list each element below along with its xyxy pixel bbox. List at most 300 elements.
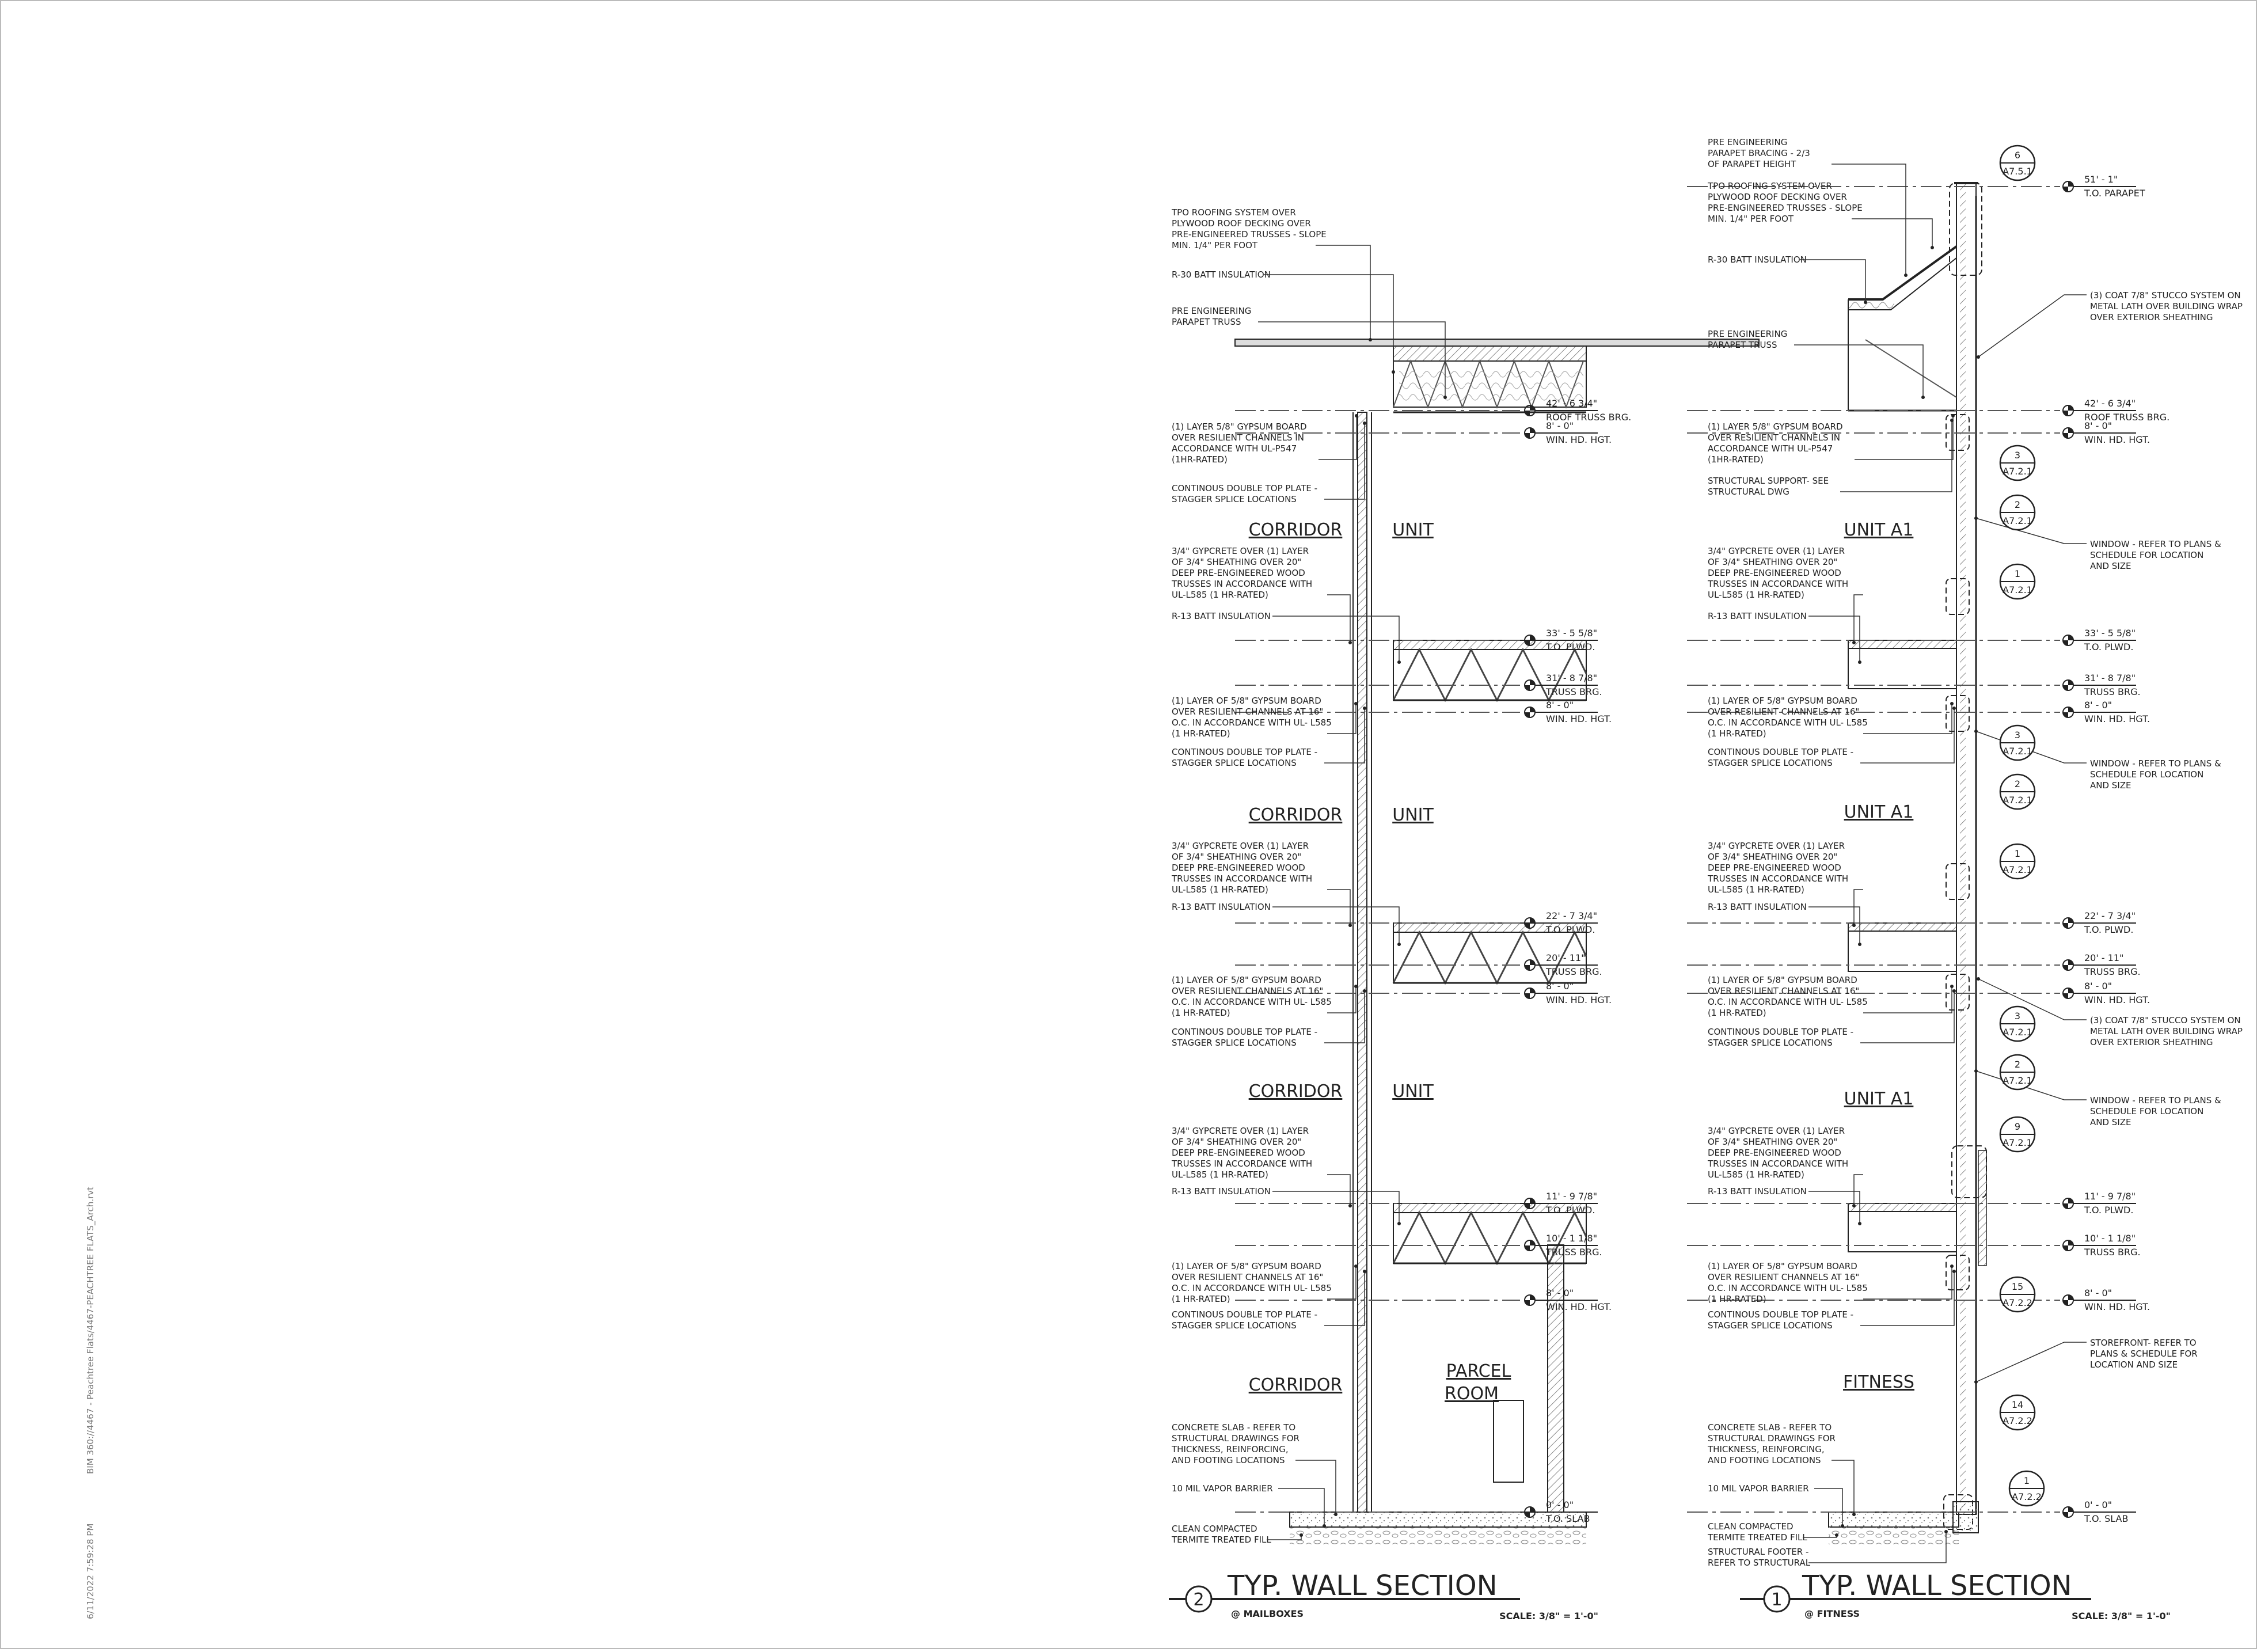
note-text-line: CONTINOUS DOUBLE TOP PLATE - [1172,1309,1318,1320]
section-1-number: 1 [1771,1590,1783,1610]
note-text [1172,421,1307,465]
level-name: WIN. HD. HGT. [2084,994,2150,1005]
leader-line [1272,1191,1399,1224]
note-text-line: TRUSSES IN ACCORDANCE WITH [1708,874,1849,884]
level-value: 8' - 0" [2084,700,2112,711]
note-text-line: PARAPET BRACING - 2/3 [1708,148,1810,158]
note-text [1708,975,1868,1018]
note-text [2090,1338,2198,1370]
detail-tag-sheet: A7.2.2 [2003,1415,2032,1426]
level-name: WIN. HD. HGT. [1546,434,1612,445]
note-text-line: OVER RESILIENT CHANNELS IN [1708,432,1840,443]
detail-tags [2000,146,2044,1506]
note-text-line: (1) LAYER OF 5/8" GYPSUM BOARD [1708,975,1857,985]
level-marker [1687,673,2141,697]
note-text-line: OVER RESILIENT CHANNELS AT 16" [1172,986,1324,996]
detail-tag-number: 2 [2014,1059,2021,1070]
leader-line [1863,1266,1952,1299]
note-text-line: UL-L585 (1 HR-RATED) [1708,884,1804,895]
room-label: CORRIDOR [1248,1081,1343,1102]
note-text-line: MIN. 1/4" PER FOOT [1172,240,1258,250]
level-value: 20' - 11" [1546,952,1586,963]
note-text-line: 3/4" GYPCRETE OVER (1) LAYER [1708,841,1845,851]
note-text-line: MIN. 1/4" PER FOOT [1708,214,1794,224]
note-text-line: CONTINOUS DOUBLE TOP PLATE - [1172,747,1318,757]
level-value: 8' - 0" [1546,700,1574,711]
level-value: 10' - 1 1/8" [1546,1233,1598,1244]
detail-tag-number: 6 [2014,150,2021,161]
note-text-line: OVER EXTERIOR SHEATHING [2090,312,2213,322]
leader-line [1319,416,1357,459]
note-text-line: STRUCTURAL FOOTER - [1708,1547,1809,1557]
level-marker [1687,952,2141,977]
detail-tag [2000,1055,2035,1089]
note-callout [1708,1261,1954,1304]
level-value: 33' - 5 5/8" [1546,628,1598,639]
level-name: T.O. PLWD. [1546,924,1595,935]
section-2-number: 2 [1193,1590,1205,1610]
note-text-line: REFER TO STRUCTURAL [1708,1558,1811,1568]
note-text-line: TRUSSES IN ACCORDANCE WITH [1708,579,1849,589]
leader-dot [1974,1380,1978,1384]
note-text-line: AND SIZE [2090,780,2131,791]
note-text-line: ACCORDANCE WITH UL-P547 [1708,443,1833,454]
detail-tag-number: 1 [2023,1475,2030,1486]
level-value: 8' - 0" [2084,420,2112,431]
section-1-geometry [1829,183,1986,1544]
note-text-line: UL-L585 (1 HR-RATED) [1708,1169,1804,1180]
level-name: WIN. HD. HGT. [2084,713,2150,724]
leader-dot [1852,641,1856,644]
leader-dot [1443,396,1447,399]
room-label: ROOM [1445,1384,1499,1404]
leader-dot [1397,1222,1401,1225]
note-text-line: R-30 BATT INSULATION [1172,269,1271,280]
leader-line [1794,345,1923,397]
leader-dot [1363,421,1366,425]
leader-dot [1323,1524,1326,1528]
detail-tag-number: 14 [2011,1399,2024,1410]
level-name: T.O. PLWD. [2084,924,2134,935]
note-text-line: R-13 BATT INSULATION [1708,1186,1807,1197]
section-2-title-block [1169,1570,1598,1621]
level-value: 42' - 6 3/4" [1546,398,1598,409]
level-value: 51' - 1" [2084,174,2118,185]
note-callout [1708,611,1861,664]
room-label: FITNESS [1843,1372,1914,1392]
level-name: WIN. HD. HGT. [2084,434,2150,445]
note-text [1172,747,1317,768]
leader-line [1863,986,1952,1013]
detail-tag [2009,1471,2044,1506]
note-text-line: STAGGER SPLICE LOCATIONS [1708,1038,1833,1048]
detail-tag [2000,564,2035,599]
note-text-line: OF 3/4" SHEATHING OVER 20" [1172,1137,1302,1147]
leader-line [1295,1460,1336,1514]
note-text-line: (1HR-RATED) [1172,454,1228,465]
detail-tag [2000,146,2035,180]
note-text-line: STAGGER SPLICE LOCATIONS [1172,1320,1297,1331]
room-label: UNIT A1 [1844,520,1914,540]
detail-tag [2000,1007,2035,1041]
print-date-stamp: 6/11/2022 7:59:28 PM [85,1523,96,1619]
note-text-line: TPO ROOFING SYSTEM OVER [1172,207,1296,218]
note-text-line: STAGGER SPLICE LOCATIONS [1172,494,1297,504]
note-text [1708,1547,1811,1568]
note-text-line: STAGGER SPLICE LOCATIONS [1172,758,1297,768]
note-callout [1707,841,1863,927]
leader-dot [1974,730,1978,733]
detail-tag-number: 15 [2011,1281,2024,1292]
level-name: TRUSS BRG. [2084,1247,2141,1258]
note-text-line: OF 3/4" SHEATHING OVER 20" [1708,557,1838,567]
level-name: TRUSS BRG. [1546,686,1602,697]
note-text-line: 3/4" GYPCRETE OVER (1) LAYER [1172,1126,1309,1136]
note-text [1708,611,1807,621]
note-text-line: ACCORDANCE WITH UL-P547 [1172,443,1297,454]
leader-dot [1977,977,1980,981]
note-text-line: 10 MIL VAPOR BARRIER [1708,1483,1809,1494]
note-text-line: CONTINOUS DOUBLE TOP PLATE - [1708,1027,1854,1037]
level-value: 31' - 8 7/8" [1546,673,1598,683]
note-text-line: SCHEDULE FOR LOCATION [2090,550,2204,560]
note-text-line: (3) COAT 7/8" STUCCO SYSTEM ON [2090,1015,2241,1026]
leader-line [1854,595,1863,643]
leader-dot [1974,1069,1978,1073]
note-text-line: WINDOW - REFER TO PLANS & [2090,758,2221,769]
leader-dot [1369,338,1372,341]
note-text-line: PRE-ENGINEERED TRUSSES - SLOPE [1172,229,1327,240]
leader-line [1978,979,2087,1020]
note-text-line: (1 HR-RATED) [1172,1294,1230,1304]
note-text-line: OVER RESILIENT CHANNELS AT 16" [1172,1272,1324,1282]
level-name: WIN. HD. HGT. [1546,994,1612,1005]
leader-line [1978,295,2087,357]
leader-dot [1300,1533,1303,1537]
level-name: T.O. PLWD. [1546,1205,1595,1216]
level-value: 0' - 0" [1546,1499,1574,1510]
leader-line [1854,1175,1863,1206]
note-text-line: OVER RESILIENT CHANNELS IN [1172,432,1304,443]
annotation-notes [1171,137,2243,1568]
level-value: 8' - 0" [1546,420,1574,431]
leader-dot [1858,943,1861,946]
leader-dot [1951,414,1955,417]
level-value: 31' - 8 7/8" [2084,673,2136,683]
note-text-line: OVER RESILIENT CHANNELS AT 16" [1708,986,1860,996]
level-value: 11' - 9 7/8" [2084,1191,2136,1202]
section-1-subtitle: @ FITNESS [1804,1608,1860,1619]
note-text-line: CONTINOUS DOUBLE TOP PLATE - [1172,1027,1318,1037]
level-name: TRUSS BRG. [2084,966,2141,977]
room-label: CORRIDOR [1248,520,1343,540]
note-text-line: (1 HR-RATED) [1708,1008,1766,1018]
note-text [1708,747,1853,768]
section-2-scale: SCALE: 3/8" = 1'-0" [1499,1611,1598,1621]
note-text [1708,1483,1809,1494]
detail-tag-sheet: A7.2.1 [2003,795,2032,806]
room-label: UNIT A1 [1844,802,1914,822]
note-callout [1707,181,1934,249]
note-text-line: O.C. IN ACCORDANCE WITH UL- L585 [1708,997,1868,1007]
note-callout [1172,696,1358,739]
leader-line [1855,416,1953,459]
note-text-line: PARAPET TRUSS [1708,340,1777,350]
level-value: 22' - 7 3/4" [2084,910,2136,921]
level-value: 8' - 0" [1546,1288,1574,1298]
detail-tag-sheet: A7.2.2 [2012,1491,2042,1502]
detail-tag-number: 9 [2014,1121,2021,1132]
leader-dot [1904,274,1908,277]
note-text [1708,902,1807,912]
note-text-line: R-13 BATT INSULATION [1172,611,1271,621]
level-value: 22' - 7 3/4" [1546,910,1598,921]
level-value: 8' - 0" [2084,1288,2112,1298]
leader-dot [1363,989,1366,993]
note-text-line: STRUCTURAL DRAWINGS FOR [1172,1433,1300,1444]
detail-tag-number: 2 [2014,778,2021,789]
note-text-line: (1) LAYER OF 5/8" GYPSUM BOARD [1172,696,1321,706]
leader-line [1316,245,1370,340]
detail-tag-sheet: A7.2.1 [2003,584,2032,595]
note-text [1172,696,1332,739]
level-name: WIN. HD. HGT. [2084,1301,2150,1312]
note-callout [1708,329,1925,399]
note-text [1708,329,1787,350]
note-text [1707,841,1848,895]
detail-tag-number: 3 [2014,1011,2021,1021]
level-name: ROOF TRUSS BRG. [2084,412,2170,423]
note-text [1708,1309,1853,1331]
leader-dot [1952,1270,1956,1273]
note-text-line: UL-L585 (1 HR-RATED) [1172,884,1268,895]
leader-dot [1354,1264,1358,1268]
note-text [1172,902,1271,912]
note-text [1707,546,1848,600]
note-text-line: DEEP PRE-ENGINEERED WOOD [1172,568,1305,578]
note-callout [1171,546,1352,644]
note-text [1708,1027,1853,1048]
note-text-line: PLANS & SCHEDULE FOR [2090,1349,2198,1359]
detail-tag-number: 2 [2014,499,2021,510]
level-name: T.O. PLWD. [2084,1205,2134,1216]
level-marker [1235,952,1602,977]
room-label: UNIT [1392,1081,1434,1102]
leader-dot [1952,989,1956,993]
note-text [1172,1027,1317,1048]
note-text-line: TRUSSES IN ACCORDANCE WITH [1708,1159,1849,1169]
leader-line [1860,1271,1954,1326]
note-text [1708,421,1843,465]
leader-dot [1858,1222,1861,1225]
level-name: TRUSS BRG. [2084,686,2141,697]
note-text [1708,1186,1807,1197]
leader-line [1327,595,1350,643]
leader-dot [1348,924,1352,927]
leader-dot [1841,1524,1844,1528]
note-text-line: STRUCTURAL SUPPORT- SEE [1708,476,1829,486]
note-text-line: 3/4" GYPCRETE OVER (1) LAYER [1172,546,1309,556]
note-text-line: 3/4" GYPCRETE OVER (1) LAYER [1708,546,1845,556]
detail-tag-sheet: A7.5.1 [2003,166,2032,177]
detail-tag [2000,726,2035,760]
leader-dot [1931,246,1934,249]
leader-dot [1950,1264,1954,1268]
note-text [1171,207,1327,250]
note-text-line: (1) LAYER OF 5/8" GYPSUM BOARD [1172,1261,1321,1271]
note-text-line: TERMITE TREATED FILL [1708,1532,1807,1543]
note-callout [1171,841,1352,927]
room-label: PARCEL [1446,1361,1511,1381]
detail-tag-sheet: A7.2.1 [2003,746,2032,757]
level-name: T.O. SLAB [2084,1513,2129,1524]
note-callout [1708,975,1954,1018]
leader-dot [1852,1513,1856,1516]
note-text-line: (1HR-RATED) [1708,454,1764,465]
note-text-line: O.C. IN ACCORDANCE WITH UL- L585 [1708,717,1868,728]
note-text-line: SCHEDULE FOR LOCATION [2090,769,2204,780]
note-text [2090,290,2243,322]
detail-tag-sheet: A7.2.1 [2003,466,2032,477]
leader-dot [1852,1204,1856,1207]
leader-line [1327,890,1350,925]
note-text-line: CONCRETE SLAB - REFER TO [1708,1422,1832,1433]
note-text-line: PRE ENGINEERING [1172,306,1252,316]
leader-line [1272,907,1399,944]
note-text-line: OVER EXTERIOR SHEATHING [2090,1037,2213,1047]
leader-line [1808,616,1860,662]
leader-dot [1392,370,1395,374]
leader-dot [1950,702,1954,705]
section-1-title-block [1740,1570,2171,1621]
level-name: T.O. PARAPET [2084,188,2145,199]
leader-line [1800,260,1865,302]
room-label: UNIT [1392,805,1434,825]
note-text-line: (1 HR-RATED) [1708,728,1766,739]
note-text [1708,1261,1868,1304]
note-text-line: O.C. IN ACCORDANCE WITH UL- L585 [1708,1283,1868,1293]
level-name: TRUSS BRG. [1546,966,1602,977]
leader-dot [1397,660,1401,664]
note-text-line: DEEP PRE-ENGINEERED WOOD [1708,863,1841,873]
room-label: CORRIDOR [1248,805,1343,825]
leader-dot [1974,517,1978,520]
level-name: T.O. PLWD. [1546,641,1595,652]
note-text-line: DEEP PRE-ENGINEERED WOOD [1172,1148,1305,1158]
note-text-line: TRUSSES IN ACCORDANCE WITH [1172,1159,1313,1169]
note-text-line: (1) LAYER 5/8" GYPSUM BOARD [1708,421,1843,432]
note-text-line: LOCATION AND SIZE [2090,1359,2178,1370]
sheet-border [1,1,2256,1649]
note-callout [1708,255,1867,304]
note-text-line: (1 HR-RATED) [1172,1008,1230,1018]
note-text-line: (1) LAYER OF 5/8" GYPSUM BOARD [1708,1261,1857,1271]
detail-tag [2000,495,2035,530]
note-text [1172,306,1251,327]
note-text-line: (3) COAT 7/8" STUCCO SYSTEM ON [2090,290,2241,301]
detail-tag-number: 1 [2014,568,2021,579]
note-text [1171,1422,1300,1465]
level-marker [1235,1233,1602,1258]
detail-tag-number: 3 [2014,730,2021,740]
note-text-line: CONTINOUS DOUBLE TOP PLATE - [1172,483,1318,493]
note-text-line: OF 3/4" SHEATHING OVER 20" [1708,1137,1838,1147]
detail-tag-sheet: A7.2.1 [2003,1027,2032,1038]
note-text-line: OF 3/4" SHEATHING OVER 20" [1708,852,1838,862]
note-text-line: AND SIZE [2090,561,2131,571]
note-text-line: R-13 BATT INSULATION [1172,902,1271,912]
note-text-line: PRE ENGINEERING [1708,137,1788,147]
note-text-line: CONCRETE SLAB - REFER TO [1172,1422,1296,1433]
leader-dot [1354,702,1358,705]
note-text [2090,1095,2221,1127]
note-text-line: METAL LATH OVER BUILDING WRAP [2090,1026,2243,1036]
note-text [1171,1524,1271,1545]
note-text [1172,1261,1332,1304]
note-text-line: 10 MIL VAPOR BARRIER [1172,1483,1273,1494]
note-text-line: OF 3/4" SHEATHING OVER 20" [1172,557,1302,567]
detail-tag [2000,774,2035,809]
note-text-line: OF PARAPET HEIGHT [1708,159,1796,169]
leader-dot [1355,414,1358,417]
note-callout [1707,1422,1856,1516]
note-text-line: STOREFRONT- REFER TO [2090,1338,2197,1348]
note-text-line: 3/4" GYPCRETE OVER (1) LAYER [1708,1126,1845,1136]
section-2-title: TYP. WALL SECTION [1228,1570,1498,1602]
note-callout [1172,975,1358,1018]
note-text [1172,483,1317,504]
detail-tag-sheet: A7.2.2 [2003,1297,2032,1308]
note-callout [1708,902,1861,946]
note-text-line: STRUCTURAL DRAWINGS FOR [1708,1433,1836,1444]
note-text [1708,137,1810,169]
note-text-line: (1 HR-RATED) [1172,728,1230,739]
note-text [1172,975,1332,1018]
note-text [1707,1126,1848,1180]
note-text-line: CLEAN COMPACTED [1708,1521,1794,1532]
note-text [1172,1483,1273,1494]
leader-dot [1354,985,1358,988]
note-text-line: WINDOW - REFER TO PLANS & [2090,1095,2221,1106]
level-name: WIN. HD. HGT. [1546,1301,1612,1312]
level-value: 20' - 11" [2084,952,2124,963]
leader-dot [1835,1533,1838,1537]
note-text-line: AND FOOTING LOCATIONS [1708,1455,1821,1465]
leader-line [1860,708,1954,763]
note-text-line: TPO ROOFING SYSTEM OVER [1708,181,1832,191]
note-text-line: R-30 BATT INSULATION [1708,255,1807,265]
note-text-line: (1) LAYER 5/8" GYPSUM BOARD [1172,421,1307,432]
leader-dot [1852,924,1856,927]
level-value: 42' - 6 3/4" [2084,398,2136,409]
note-text-line: TRUSSES IN ACCORDANCE WITH [1172,874,1313,884]
note-text-line: UL-L585 (1 HR-RATED) [1172,590,1268,600]
section-2-subtitle: @ MAILBOXES [1231,1608,1304,1619]
section-1-scale: SCALE: 3/8" = 1'-0" [2072,1611,2171,1621]
note-text [1172,1186,1271,1197]
leader-line [1327,1175,1350,1206]
note-callout [1977,290,2243,359]
level-name: T.O. PLWD. [2084,641,2134,652]
note-text-line: AND SIZE [2090,1117,2131,1127]
note-text-line: OF 3/4" SHEATHING OVER 20" [1172,852,1302,862]
level-name: ROOF TRUSS BRG. [1546,412,1632,423]
note-text-line: DEEP PRE-ENGINEERED WOOD [1172,863,1305,873]
note-text-line: THICKNESS, REINFORCING, [1172,1444,1289,1454]
leader-line [1860,991,1954,1043]
leader-line [1272,616,1399,662]
note-text [1708,476,1829,497]
